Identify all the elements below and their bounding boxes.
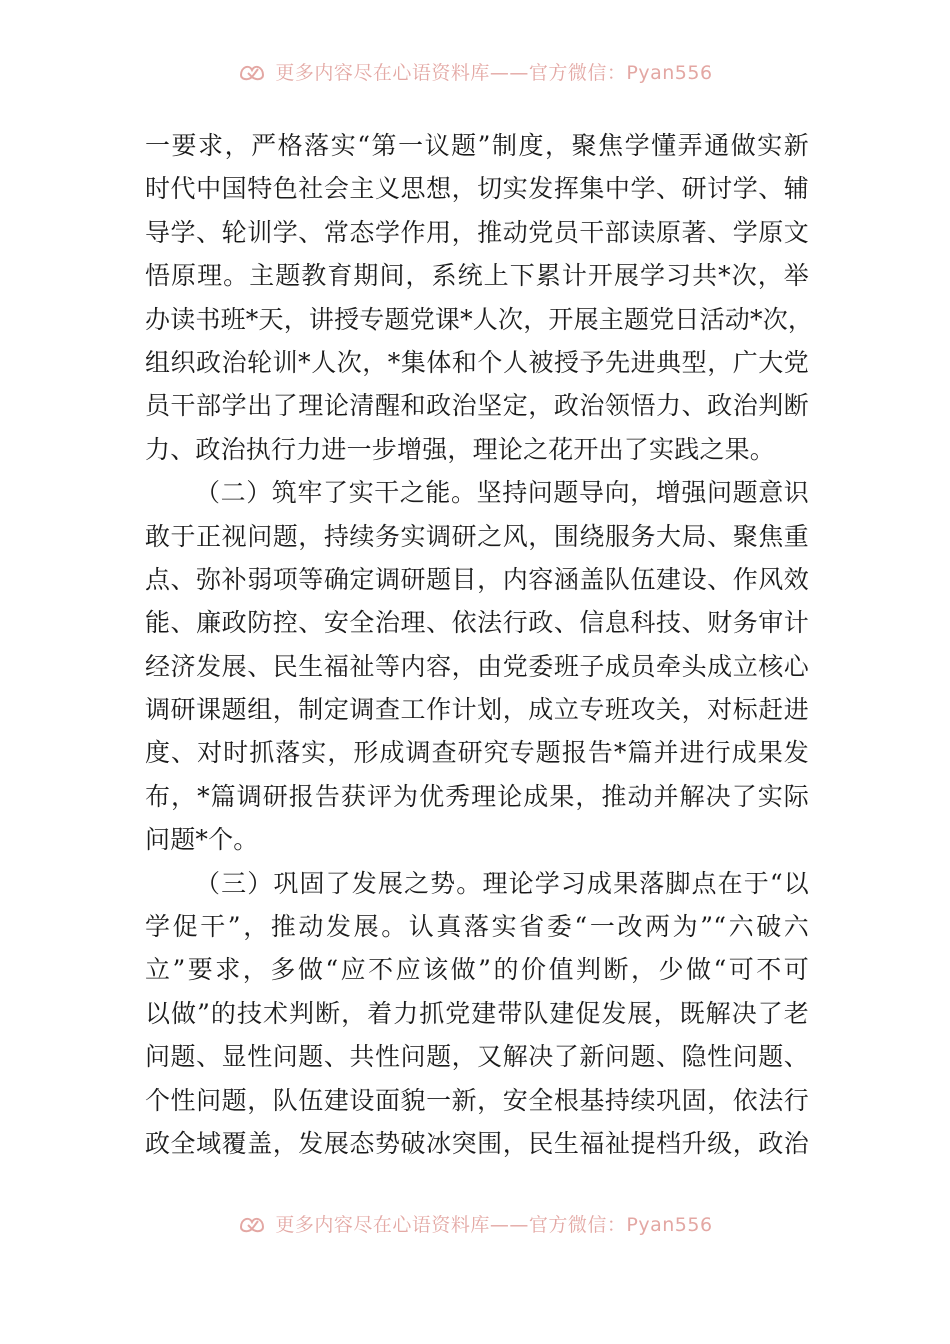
text-line: 点、弥补弱项等确定调研题目，内容涵盖队伍建设、作风效 <box>145 564 809 594</box>
text-line: 导学、轮训学、常态学作用，推动党员干部读原著、学原文 <box>145 217 809 247</box>
text-line: 个性问题，队伍建设面貌一新，安全根基持续巩固，依法行 <box>145 1085 809 1115</box>
watermark-text: 更多内容尽在心语资料库——官方微信：Pyan556 <box>275 62 713 84</box>
text-line: 学促干”，推动发展。认真落实省委“一改两为”“六破六 <box>145 912 809 942</box>
text-line: 问题、显性问题、共性问题，又解决了新问题、隐性问题、 <box>145 1042 809 1072</box>
text-line: 能、廉政防控、安全治理、依法行政、信息科技、财务审计 <box>145 608 809 638</box>
text-line: 组织政治轮训*人次，*集体和个人被授予先进典型，广大党 <box>145 347 809 377</box>
text-line: 度、对时抓落实，形成调查研究专题报告*篇并进行成果发 <box>145 738 809 768</box>
text-line: 布，*篇调研报告获评为优秀理论成果，推动并解决了实际 <box>145 781 809 811</box>
text-line: 一要求，严格落实“第一议题”制度，聚焦学懂弄通做实新 <box>145 131 809 160</box>
paragraph-1 <box>145 124 814 471</box>
text-line: 敢于正视问题，持续务实调研之风，围绕服务大局、聚焦重 <box>145 521 809 551</box>
header-watermark <box>0 58 950 85</box>
watermark-text: 更多内容尽在心语资料库——官方微信：Pyan556 <box>275 1214 713 1236</box>
text-line: 以做”的技术判断，着力抓党建带队建促发展，既解决了老 <box>145 998 809 1028</box>
text-line: 问题*个。 <box>145 825 259 855</box>
section-heading-line: （二）筑牢了实干之能。坚持问题导向，增强问题意识 <box>195 478 809 508</box>
section-heading-line: （三）巩固了发展之势。理论学习成果落脚点在于“以 <box>195 868 809 898</box>
text-line: 力、政治执行力进一步增强，理论之花开出了实践之果。 <box>145 434 776 464</box>
text-line: 时代中国特色社会主义思想，切实发挥集中学、研讨学、辅 <box>145 174 809 204</box>
footer-watermark <box>0 1210 950 1237</box>
text-line: 调研课题组，制定调查工作计划，成立专班攻关，对标赶进 <box>145 695 809 725</box>
text-line: 办读书班*天，讲授专题党课*人次，开展主题党日活动*次， <box>145 304 814 334</box>
paragraph-2 <box>145 471 809 862</box>
watermark-logo-icon <box>237 61 267 83</box>
text-line: 政全域覆盖，发展态势破冰突围，民生福祉提档升级，政治 <box>145 1128 809 1158</box>
text-line: 经济发展、民生福祉等内容，由党委班子成员牵头成立核心 <box>145 651 809 681</box>
document-body <box>145 124 814 1165</box>
text-line: 员干部学出了理论清醒和政治坚定，政治领悟力、政治判断 <box>145 391 809 421</box>
paragraph-3 <box>145 862 809 1166</box>
text-line: 立”要求，多做“应不应该做”的价值判断，少做“可不可 <box>145 955 809 985</box>
text-line: 悟原理。主题教育期间，系统上下累计开展学习共*次，举 <box>145 261 809 291</box>
watermark-logo-icon <box>237 1213 267 1235</box>
